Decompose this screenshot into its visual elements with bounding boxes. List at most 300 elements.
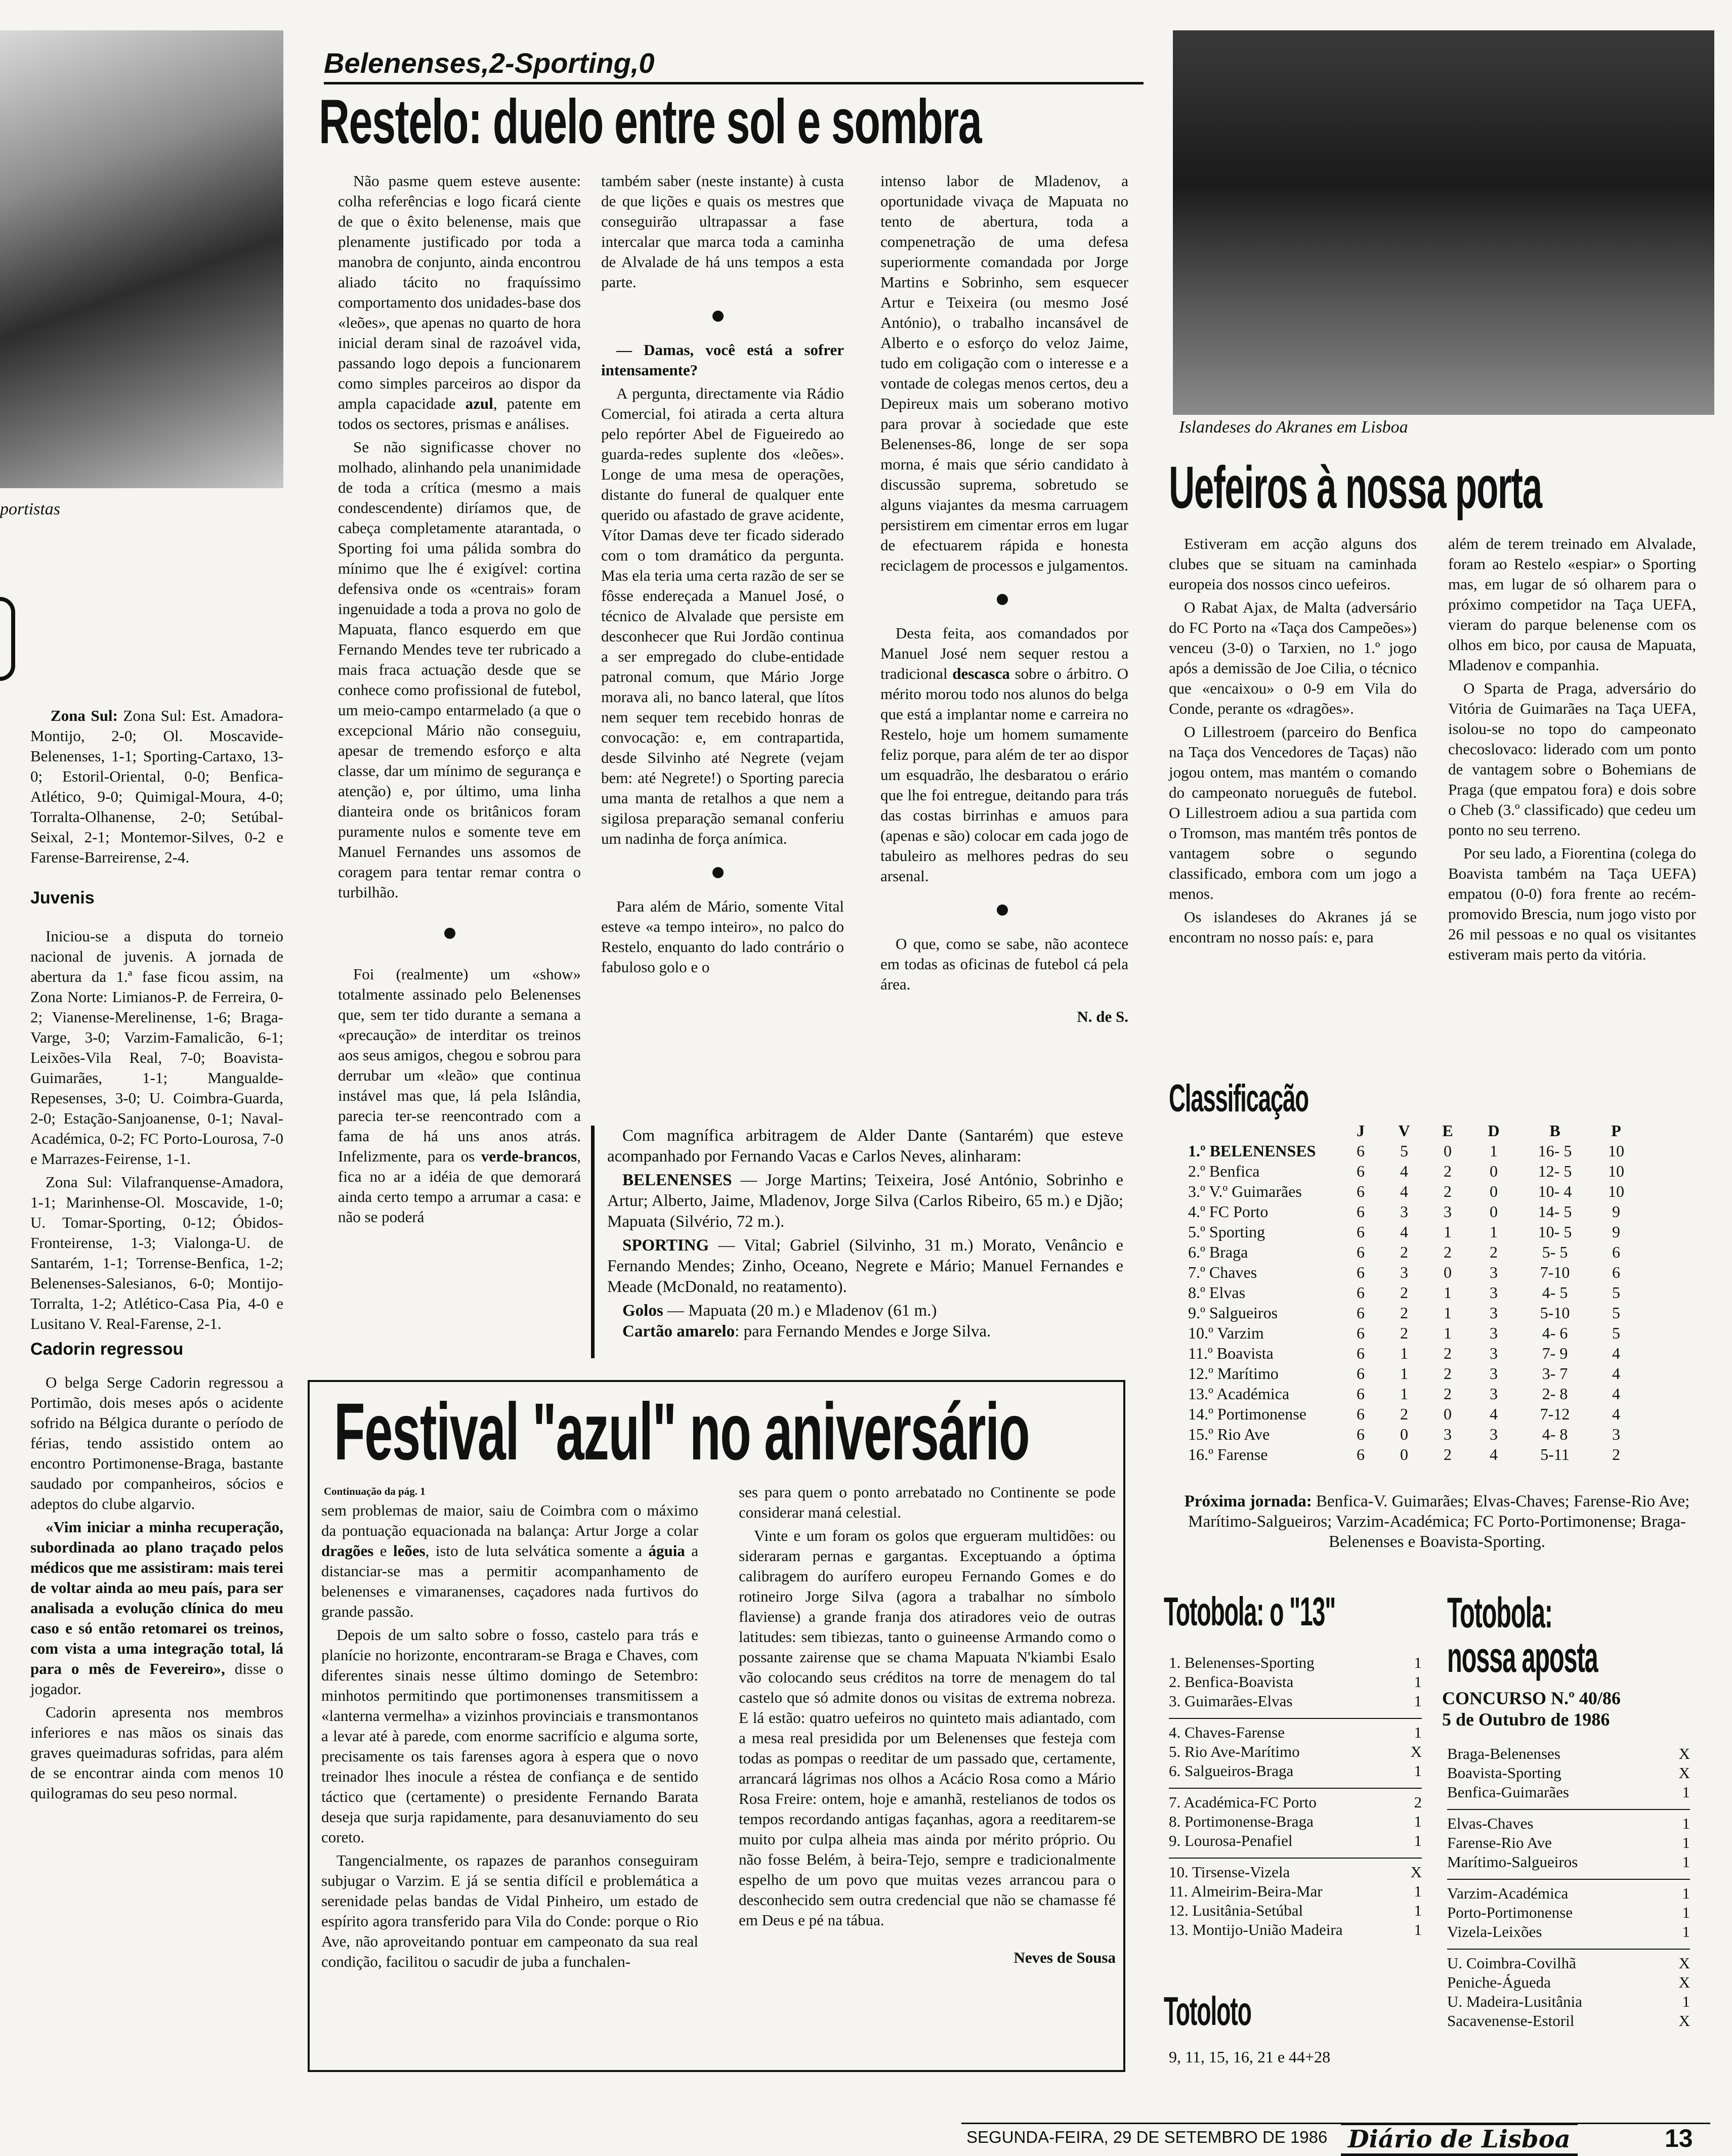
pick-result: 1 <box>1682 1904 1690 1921</box>
footer-paper-name: Diário de Lisboa <box>1341 2123 1578 2156</box>
lineup-belenenses-text: — Jorge Martins; Teixeira, José António, Sobrinho e Artur; Alberto, Jaime, Mladenov, Jorge Silva (Carlos Ribeiro, 65 m.) e Djão; Mapuata (Silvério, 72 m.). <box>607 1171 1128 1231</box>
pick-match: Boavista-Sporting <box>1447 1764 1561 1782</box>
pick-result: X <box>1678 1764 1690 1782</box>
standings-cell: 10 <box>1608 1142 1624 1160</box>
standings-cell: 3 <box>1490 1283 1498 1302</box>
pick-row <box>1169 1723 1422 1742</box>
standings-team: 6.º Braga <box>1188 1243 1248 1261</box>
cadorin-quote: «Vim iniciar a minha recuperação, subordinada ao plano traçado pelos médicos que me assistiram: mais terei de voltar ainda ao meu país, para ser analisada a evolução clínica do meu caso e só então retomarei os treinos, com vista a uma integração total, lá para o mês de Fevereiro», <box>30 1518 287 1677</box>
lineup-belenenses <box>607 1170 1128 1232</box>
concurso: CONCURSO N.º 40/86 <box>1442 1688 1621 1708</box>
zona-sul-1-text: Zona Sul: Est. Amadora-Montijo, 2-0; Ol. Moscavide-Belenenses, 1-1; Sporting-Cartaxo, 13-0; Estoril-Oriental, 0-0; Benfica-Atlético, 9-0; Quimigal-Moura, 4-0; Torralta-Olhanense, 2-0; Setúbal-Seixal, 2-1; Montemor-Silves, 0-2 e Farense-Barreirense, 2-4. <box>30 707 287 866</box>
uefeiros-col-1 <box>1169 534 1421 951</box>
totobola13-list <box>1169 1653 1422 1939</box>
standings-row <box>1184 1303 1640 1323</box>
standings-cell: 1 <box>1490 1223 1498 1241</box>
standings-cell: 2 <box>1490 1243 1498 1261</box>
standings-cell: 3 <box>1490 1425 1498 1443</box>
pick-match: U. Coimbra-Covilhã <box>1447 1954 1576 1972</box>
pick-match: Varzim-Académica <box>1447 1884 1569 1902</box>
akranes-photo <box>1173 30 1714 415</box>
pick-result: X <box>1678 1973 1690 1991</box>
pick-result: 1 <box>1414 1882 1422 1900</box>
festival-a1-end: a distanciar-se mas a permitir acompanhamento de belenenses e vimaranenses, caçadores nada furtivos do grande passão. <box>321 1542 702 1620</box>
cadorin-title: Cadorin regressou <box>30 1340 184 1359</box>
standings-cell: 7-12 <box>1540 1405 1570 1423</box>
standings-cell: 5 <box>1612 1304 1620 1322</box>
standings-cell: 6 <box>1612 1243 1620 1261</box>
separator-dot <box>997 904 1008 916</box>
standings-cell: 10- 4 <box>1538 1182 1572 1200</box>
main-c3-p1: intenso labor de Mladenov, a oportunidade vivaça de Mapuata no tento de abertura, toda a compenetração de uma defesa superiormente comandada por Jorge Martins e Sobrinho, sem esquecer Artur e Teixeira (ou mesmo José António), o trabalho incansável de Alberto e o esforço do veloz Jaime, tudo em coligação com o interesse e a vontade de colegas menos certos, deu a Depireux mais um soberano motivo para provar à sociedade que este Belenenses-86, longe de ser sopa morna, é mais que sério candidato à discussão suprema, sobretudo se alguns viajantes da mesma carruagem persistirem em cimentar erros em lugar de efectuarem rápida e honesta reciclagem de processos e julgamentos. <box>880 172 1132 574</box>
list-divider <box>1447 1949 1690 1950</box>
festival-a1-mid: e <box>373 1542 393 1560</box>
standings-cell: 1 <box>1444 1304 1452 1322</box>
standings-cell: 2 <box>1612 1445 1620 1463</box>
pick-match: Sacavenense-Estoril <box>1447 2012 1575 2030</box>
standings-cell: 3 <box>1490 1304 1498 1322</box>
pick-result: 1 <box>1414 1654 1422 1671</box>
standings-cell: 6 <box>1357 1344 1365 1362</box>
festival-a1-mid-2: , isto de luta selvática somente a <box>425 1542 649 1560</box>
standings-row <box>1184 1444 1640 1464</box>
standings-cell: 6 <box>1357 1182 1365 1200</box>
standings-team: 7.º Chaves <box>1188 1263 1257 1281</box>
standings-row <box>1184 1404 1640 1424</box>
standings-cell: 6 <box>1357 1142 1365 1160</box>
pick-row <box>1447 1884 1690 1903</box>
main-byline: N. de S. <box>1077 1008 1128 1025</box>
standings-cell: 2 <box>1444 1162 1452 1180</box>
standings-cell: 6 <box>1357 1243 1365 1261</box>
uefeiros-r1-p1: Estiveram em acção alguns dos clubes que se situam na caminhada europeia dos nossos cinco uefeiros. <box>1169 535 1421 593</box>
main-c3-p2-end: sobre o árbitro. O mérito morou todo nos alunos do belga que está a implantar nome e carreira no Restelo, hoje um homem sumamente feliz porque, para além de ter ao dispor um esquadrão, lhe desbaratou o erário que lhe foi entregue, deitando para trás das costas birrinhas e amuos para (apenas e são) colocar em cada jogo de tabuleiro as melhores pedras do seu arsenal. <box>880 665 1132 885</box>
uefeiros-col-2 <box>1448 534 1700 968</box>
pick-row <box>1447 1763 1690 1783</box>
standings-cell: 0 <box>1400 1425 1408 1443</box>
pick-result: 1 <box>1414 1902 1422 1919</box>
main-col-2 <box>601 171 848 980</box>
standings-team: 5.º Sporting <box>1188 1223 1265 1241</box>
standings-cell: 2 <box>1444 1344 1452 1362</box>
pick-match: 11. Almeirim-Beira-Mar <box>1169 1882 1323 1900</box>
standings-cell: 4- 5 <box>1542 1283 1568 1302</box>
left-photo-caption: portistas <box>0 500 61 519</box>
main-c2-p1: também saber (neste instante) à custa de que lições e quais os mestres que conseguirão ultrapassar a fase intercalar que marca toda a caminha de Alvalade de há uns tempos a esta parte. <box>601 172 848 291</box>
uefeiros-r2-p1: além de terem treinado em Alvalade, foram ao Restelo «espiar» o Sporting mas, em lugar de só olharem para o próximo competidor na Taça UEFA, vieram do parque belenense com os olhos em bico, por causa de Mapuata, Mladenov e companhia. <box>1448 535 1700 674</box>
festival-col-1 <box>321 1500 702 1975</box>
proxima-jornada-text <box>1179 1491 1695 1552</box>
proxima-text: Benfica-V. Guimarães; Elvas-Chaves; Farense-Rio Ave; Marítimo-Salgueiros; Varzim-Académica; FC Porto-Portimonense; Braga-Belenenses e Boavista-Sporting. <box>1188 1492 1694 1551</box>
header-col: B <box>1549 1122 1560 1140</box>
pick-row <box>1447 1783 1690 1802</box>
pick-row <box>1169 1863 1422 1882</box>
pick-match: 4. Chaves-Farense <box>1169 1723 1285 1741</box>
main-c1-p3-text: Foi (realmente) um «show» totalmente assinado pelo Belenenses que, sem ter tido durante a semana a «precaução» de interditar os treinos aos seus amigos, chegou e sobrou para derrubar um «leão» que continua instável mas que, lá pela Islândia, parecia ter-se reencontrado com a fama de há uns anos atrás. Infelizmente, para os <box>338 965 585 1165</box>
standings-cell: 6 <box>1357 1364 1365 1383</box>
standings-cell: 16- 5 <box>1538 1142 1572 1160</box>
standings-cell: 3 <box>1612 1425 1620 1443</box>
festival-continuation: Continuação da pág. 1 <box>324 1485 426 1497</box>
main-c3-p2 <box>880 623 1132 886</box>
pick-match: 6. Salgueiros-Braga <box>1169 1762 1294 1780</box>
left-football-photo <box>0 30 283 488</box>
standings-cell: 2 <box>1444 1364 1452 1383</box>
pick-result: 1 <box>1682 1923 1690 1941</box>
standings-cell: 0 <box>1444 1263 1452 1281</box>
separator-dot <box>712 867 724 878</box>
standings-header <box>1184 1120 1640 1141</box>
footer-date: SEGUNDA-FEIRA, 29 DE SETEMBRO DE 1986 <box>966 2128 1328 2146</box>
standings-cell: 5-11 <box>1540 1445 1570 1463</box>
standings-team: 11.º Boavista <box>1188 1344 1274 1362</box>
festival-a1-bold-2: leões <box>393 1542 426 1560</box>
standings-team: 15.º Rio Ave <box>1188 1425 1270 1443</box>
proxima-label: Próxima jornada: <box>1184 1492 1312 1511</box>
standings-cell: 3 <box>1444 1202 1452 1221</box>
pick-result: 1 <box>1414 1762 1422 1780</box>
standings-cell: 10 <box>1608 1182 1624 1200</box>
aposta-title-1: Totobola: <box>1447 1589 1552 1636</box>
standings-cell: 0 <box>1444 1405 1452 1423</box>
standings-row <box>1184 1363 1640 1384</box>
standings-team: 4.º FC Porto <box>1188 1202 1269 1221</box>
pick-match: 3. Guimarães-Elvas <box>1169 1692 1293 1710</box>
standings-cell: 9 <box>1612 1202 1620 1221</box>
standings-cell: 0 <box>1490 1202 1498 1221</box>
standings-cell: 10 <box>1608 1162 1624 1180</box>
lineup-golos-text: — Mapuata (20 m.) e Mladenov (61 m.) <box>663 1302 937 1320</box>
main-c3-p2-text: Desta feita, aos comandados por Manuel José nem sequer restou a tradicional <box>880 624 1132 682</box>
pick-result: 1 <box>1414 1921 1422 1938</box>
standings-team: 3.º V.º Guimarães <box>1188 1182 1302 1200</box>
standings-cell: 2 <box>1400 1243 1408 1261</box>
main-c1-p1 <box>338 171 585 434</box>
pick-match: U. Madeira-Lusitânia <box>1447 1993 1582 2010</box>
main-col-3 <box>880 171 1132 1027</box>
pick-row <box>1447 1992 1690 2011</box>
standings-cell: 0 <box>1444 1142 1452 1160</box>
concurso-date: 5 de Outubro de 1986 <box>1442 1709 1610 1730</box>
festival-a2-p2: Vinte e um foram os golos que ergueram multidões: ou sideraram pernas e gargantas. Exceptuando a óptima calibragem do aurífero europeu Fernando Gomes e do rotineiro Jorge Silva (agora a trabalhar no símbolo flaviense) a grande franja dos atiradores veio de outras latitudes: sem tibiezas, tanto o guineense Armando como o possante zairense que se chama Mapuata N'kiambi Esalo vão colocando seus créditos na torre de menagem do tal castelo que só admite donos ou visitas de extrema nobreza. E lá estão: quatro uefeiros no quinteto mais adiantado, com a mesa real presidida por um Belenenses que festeja com todas as pompas o reeditar de um passado que, certamente, arrancará lágrimas nos olhos a Acácio Rosa como a Mário Rosa Freire: ontem, hoje e amanhã, restelianos de todos os tempos recordando antigas façanhas, agora a reeditarem-se muito por culpa alheia mas ainda por mérito próprio. Ou não fosse Belém, à beira-Tejo, sempre e tradicionalmente espelho de um povo que muitas vezes arrancou para o desconhecido sem outra credencial que não se chamasse fé em Deus e pé na tábua. <box>739 1527 1120 1929</box>
header-col: E <box>1442 1122 1453 1140</box>
totobola13-title: Totobola: o "13" <box>1164 1589 1336 1634</box>
standings-cell: 9 <box>1612 1223 1620 1241</box>
pick-row <box>1169 1901 1422 1920</box>
pick-result: 1 <box>1414 1813 1422 1830</box>
standings-cell: 6 <box>1357 1304 1365 1322</box>
pick-result: 1 <box>1414 1673 1422 1691</box>
main-c2-p3: Para além de Mário, somente Vital esteve «a tempo inteiro», no palco do Restelo, enquanto do lado contrário o fabuloso golo e o <box>601 897 848 976</box>
uefeiros-r1-p3: O Lillestroem (parceiro do Benfica na Taça dos Vencedores de Taças) não jogou ontem, mas mantém o comando do campeonato norueguês de futebol. O Lillestroem adiou a sua partida com o Tromson, mas mantém três pontos de vantagem sobre o segundo classificado, embora com um jogo a menos. <box>1169 723 1421 902</box>
standings-row <box>1184 1384 1640 1404</box>
cadorin-p3: Cadorin apresenta nos membros inferiores e nas mãos os sinais das graves queimaduras sofridas, para além de se encontrar ainda com menos 10 quilogramas do seu peso normal. <box>30 1703 287 1802</box>
uefeiros-r2-p2: O Sparta de Praga, adversário do Vitória de Guimarães na Taça UEFA, isolou-se no topo do campeonato checoslovaco: liderado com um ponto de vantagem sobre o Bohemians de Praga (que empatou fora) e dois sobre o Cheb (3.º classificado) que cedeu um ponto no seu terreno. <box>1448 679 1700 839</box>
pick-result: 1 <box>1414 1692 1422 1710</box>
pick-row <box>1447 2011 1690 2031</box>
standings-cell: 4- 8 <box>1542 1425 1568 1443</box>
main-c2-question: — Damas, você está a sofrer intensamente? <box>601 341 848 379</box>
footer-rule <box>961 2123 1710 2124</box>
standings-cell: 1 <box>1444 1223 1452 1241</box>
festival-a1-p1 <box>321 1500 702 1622</box>
standings-cell: 3- 7 <box>1542 1364 1568 1383</box>
standings-row <box>1184 1201 1640 1222</box>
lineup-box <box>607 1126 1128 1345</box>
pick-row <box>1169 1761 1422 1781</box>
totoloto-numbers: 9, 11, 15, 16, 21 e 44+28 <box>1169 2048 1331 2066</box>
main-c1-p3-end: , fica no ar a idéia de que demorará ainda certo tempo a arrumar a casa: e não se poderá <box>338 1147 585 1226</box>
edge-fragment <box>0 597 15 681</box>
lineup-cartao <box>607 1321 1123 1342</box>
pick-row <box>1447 1954 1690 1973</box>
uefeiros-headline: Uefeiros à nossa porta <box>1169 454 1542 521</box>
pick-result: 1 <box>1682 1853 1690 1871</box>
list-divider <box>1169 1858 1422 1859</box>
standings-cell: 2 <box>1400 1304 1408 1322</box>
standings-cell: 5- 5 <box>1542 1243 1568 1261</box>
standings-row <box>1184 1323 1640 1343</box>
standings-cell: 1 <box>1400 1344 1408 1362</box>
standings-cell: 2 <box>1400 1324 1408 1342</box>
pick-match: Benfica-Guimarães <box>1447 1783 1569 1801</box>
pick-row <box>1447 1903 1690 1922</box>
standings-cell: 3 <box>1490 1364 1498 1383</box>
pick-row <box>1169 1920 1422 1939</box>
pick-result: X <box>1678 2012 1690 2030</box>
standings-cell: 6 <box>1357 1283 1365 1302</box>
main-c1-p1-end: , patente em todos os sectores, prismas e análises. <box>338 395 585 433</box>
festival-a1-bold-3: águia <box>648 1542 685 1560</box>
standings-cell: 6 <box>1357 1385 1365 1403</box>
festival-a1-p3: Tangencialmente, os rapazes de paranhos conseguiram subjugar o Varzim. E já se sentia difícil e problemática a serenidade pelas bandas de Vidal Pinheiro, um estado de espírito agora transferido para Vila do Conde: porque o Rio Ave, não aproveitando pontuar em campeonato da sua real condição, facilitou o sacudir de juba a funchalen- <box>321 1851 702 1970</box>
standings-cell: 1 <box>1444 1283 1452 1302</box>
lineup-intro: Com magnífica arbitragem de Alder Dante (Santarém) que esteve acompanhado por Fernando Vacas e Carlos Neves, alinharam: <box>607 1127 1128 1166</box>
pick-match: Elvas-Chaves <box>1447 1815 1534 1832</box>
standings-row <box>1184 1282 1640 1303</box>
standings-cell: 4 <box>1490 1445 1498 1463</box>
standings-cell: 2 <box>1444 1182 1452 1200</box>
uefeiros-r1-p4: Os islandeses do Akranes já se encontram no nosso país: e, para <box>1169 908 1421 946</box>
standings-cell: 0 <box>1490 1162 1498 1180</box>
standings-cell: 4 <box>1400 1162 1408 1180</box>
pick-match: Porto-Portimonense <box>1447 1904 1573 1921</box>
standings-cell: 5-10 <box>1540 1304 1570 1322</box>
standings-cell: 6 <box>1357 1425 1365 1443</box>
standings-cell: 0 <box>1490 1182 1498 1200</box>
standings-cell: 4 <box>1612 1405 1620 1423</box>
list-divider <box>1169 1788 1422 1789</box>
kicker-rule <box>324 82 1144 84</box>
lineup-box-rule <box>591 1126 595 1358</box>
standings-cell: 4 <box>1490 1405 1498 1423</box>
standings-cell: 3 <box>1444 1425 1452 1443</box>
standings-row <box>1184 1424 1640 1444</box>
lineup-golos-label: Golos <box>622 1302 663 1320</box>
standings-row <box>1184 1141 1640 1161</box>
lineup-golos <box>607 1301 1123 1321</box>
standings-row <box>1184 1242 1640 1262</box>
standings-cell: 5 <box>1400 1142 1408 1160</box>
festival-byline: Neves de Sousa <box>1013 1949 1116 1966</box>
pick-match: 9. Lourosa-Penafiel <box>1169 1832 1293 1849</box>
pick-row <box>1169 1672 1422 1692</box>
pick-row <box>1169 1812 1422 1831</box>
standings-cell: 1 <box>1444 1324 1452 1342</box>
lineup-sporting-label: SPORTING <box>622 1236 709 1255</box>
pick-result: 1 <box>1682 1815 1690 1832</box>
main-c3-p3: O que, como se sabe, não acontece em todas as oficinas de futebol cá pela área. <box>880 935 1132 993</box>
header-col: V <box>1398 1122 1410 1140</box>
akranes-photo-caption: Islandeses do Akranes em Lisboa <box>1179 418 1408 437</box>
standings-cell: 6 <box>1357 1162 1365 1180</box>
standings-cell: 6 <box>1357 1223 1365 1241</box>
pick-match: Farense-Rio Ave <box>1447 1834 1552 1851</box>
pick-row <box>1169 1831 1422 1850</box>
standings-cell: 4 <box>1400 1182 1408 1200</box>
standings-cell: 4 <box>1612 1364 1620 1383</box>
pick-result: X <box>1410 1743 1422 1760</box>
standings-cell: 5 <box>1612 1324 1620 1342</box>
pick-match: 2. Benfica-Boavista <box>1169 1673 1294 1691</box>
header-col: P <box>1611 1122 1621 1140</box>
main-col-1 <box>338 171 585 1230</box>
main-c1-p2: Se não significasse chover no molhado, alinhando pela unanimidade de toda a crítica (mesmo a mais condescendente) diríamos que, de cabeça completamente atarantada, o Sporting foi uma pálida sombra do mínimo que lhe é exigível: cortina defensiva onde os «centrais» foram ingenuidade a toda a prova no golo de Mapuata, flanco esquerdo em que Fernando Mendes teve ter rubricado a mais fraca actuação desde que se conhece como profissional de futebol, um meio-campo entarmelado (a que o excepcional Mário não conseguiu, apesar de tremendo esforço e alta classe, dar um mínimo de segurança e atenção) e, por último, uma linha dianteira onde os britânicos foram puramente nulos e somente teve em Manuel Fernandes uns assomos de coragem para tentar remar contra o turbilhão. <box>338 438 585 901</box>
separator-dot <box>444 928 455 939</box>
standings-cell: 1 <box>1400 1364 1408 1383</box>
aposta-title-2: nossa aposta <box>1447 1633 1598 1681</box>
pick-row <box>1447 1814 1690 1833</box>
header-col: J <box>1357 1122 1365 1140</box>
pick-row <box>1447 1744 1690 1763</box>
standings-cell: 4 <box>1400 1223 1408 1241</box>
pick-row <box>1447 1973 1690 1992</box>
standings-cell: 2 <box>1400 1283 1408 1302</box>
standings-cell: 6 <box>1357 1445 1365 1463</box>
cadorin-quote-end: disse o jogador. <box>30 1660 287 1698</box>
pick-match: 8. Portimonense-Braga <box>1169 1813 1314 1830</box>
festival-col-2 <box>739 1482 1120 1968</box>
standings-cell: 4 <box>1612 1344 1620 1362</box>
classificacao-title: Classificação <box>1169 1077 1308 1120</box>
standings-team: 14.º Portimonense <box>1188 1405 1306 1423</box>
standings-cell: 3 <box>1490 1385 1498 1403</box>
pick-match: 1. Belenenses-Sporting <box>1169 1654 1315 1671</box>
standings-cell: 14- 5 <box>1538 1202 1572 1221</box>
pick-match: Braga-Belenenses <box>1447 1745 1560 1762</box>
lineup-sporting-text: — Vital; Gabriel (Silvinho, 31 m.) Morato, Venâncio e Fernando Mendes; Zinho, Oceano, Negrete e Mário; Manuel Fernandes e Meade (McDonald, no reatamento). <box>607 1236 1128 1296</box>
standings-cell: 7-10 <box>1540 1263 1570 1281</box>
pick-row <box>1169 1793 1422 1812</box>
left-column <box>30 706 287 1806</box>
main-c1-p3 <box>338 964 585 1227</box>
pick-result: 1 <box>1682 1783 1690 1801</box>
standings-team: 16.º Farense <box>1188 1445 1268 1463</box>
festival-a2-p1: ses para quem o ponto arrebatado no Continente se pode considerar maná celestial. <box>739 1483 1120 1521</box>
standings-cell: 2 <box>1444 1243 1452 1261</box>
standings-cell: 10- 5 <box>1538 1223 1572 1241</box>
standings-cell: 2 <box>1400 1405 1408 1423</box>
cadorin-p2 <box>30 1517 287 1699</box>
pick-row <box>1169 1653 1422 1672</box>
pick-result: 1 <box>1682 1993 1690 2010</box>
zona-sul-2-text: Zona Sul: Vilafranquense-Amadora, 1-1; Marinhense-Ol. Moscavide, 1-0; U. Tomar-Sporting, 0-12; Óbidos-Fronteirense, 1-3; Vialonga-U. de Santarém, 1-1; Torrense-Benfica, 1-2; Belenenses-Salesianos, 6-0; Montijo-Torralta, 1-2; Atlético-Casa Pia, 4-0 e Lusitano V. Real-Farense, 2-1. <box>30 1173 287 1332</box>
main-c1-p3-bold: verde-brancos <box>481 1147 577 1165</box>
totoloto-title: Totoloto <box>1164 1989 1251 2034</box>
pick-row <box>1169 1692 1422 1711</box>
list-divider <box>1169 1718 1422 1719</box>
cadorin-p1: O belga Serge Cadorin regressou a Portimão, dois meses após o acidente sofrido na Bélgica durante o período de férias, tendo assistido ontem ao encontro Portimonense-Braga, bastante saudado por companheiros, sócios e adeptos do clube algarvio. <box>30 1373 287 1513</box>
standings-cell: 6 <box>1357 1263 1365 1281</box>
uefeiros-r2-p3: Por seu lado, a Fiorentina (colega do Boavista também na Taça UEFA) empatou (0-0) fora frente ao recém-promovido Brescia, num jogo visto por 26 mil pessoas e no qual os visitantes estiveram mais perto da vitória. <box>1448 844 1700 963</box>
main-headline: Restelo: duelo entre sol e sombra <box>319 87 982 157</box>
festival-headline: Festival "azul" no aniversário <box>334 1386 1030 1477</box>
pick-row <box>1447 1852 1690 1872</box>
standings-team: 13.º Académica <box>1188 1385 1290 1403</box>
pick-result: X <box>1410 1863 1422 1881</box>
lineup-belenenses-label: BELENENSES <box>622 1171 732 1189</box>
festival-a1-p2: Depois de um salto sobre o fosso, castelo para trás e planície no horizonte, encontraram-se Braga e Chaves, com diferentes sinais nesse último domingo de Setembro: minhotos permitindo que portimonenses transmitissem a «lanterna vermelha» a vizinhos provinciais e transmontanos a levar até à parede, com enorme sacrifício e alguma sorte, precisamente os tais farenses agora à espera que o novo treinador lhes inocule a réstea de confiança e de sentido táctico que (certamente) o presidente Fernando Barata deseja que surja rapidamente, para desanuviamento do seu coreto. <box>321 1626 702 1846</box>
pick-row <box>1169 1742 1422 1761</box>
standings-row <box>1184 1343 1640 1363</box>
pick-result: 1 <box>1682 1884 1690 1902</box>
standings-cell: 6 <box>1612 1263 1620 1281</box>
pick-match: 7. Académica-FC Porto <box>1169 1793 1317 1811</box>
standings-cell: 6 <box>1357 1405 1365 1423</box>
separator-dot <box>712 311 724 322</box>
standings-cell: 3 <box>1400 1202 1408 1221</box>
proxima-jornada <box>1179 1491 1695 1555</box>
standings-row <box>1184 1262 1640 1282</box>
standings-cell: 4 <box>1612 1385 1620 1403</box>
lineup-cartao-label: Cartão amarelo <box>622 1322 735 1341</box>
pick-match: 5. Rio Ave-Marítimo <box>1169 1743 1300 1760</box>
standings-team: 8.º Elvas <box>1188 1283 1246 1302</box>
pick-match: Marítimo-Salgueiros <box>1447 1853 1578 1871</box>
standings-cell: 4- 6 <box>1542 1324 1568 1342</box>
list-divider <box>1447 1809 1690 1810</box>
standings-cell: 3 <box>1490 1263 1498 1281</box>
standings-cell: 1 <box>1400 1385 1408 1403</box>
pick-result: 1 <box>1682 1834 1690 1851</box>
standings-cell: 2 <box>1444 1385 1452 1403</box>
standings-team: 9.º Salgueiros <box>1188 1304 1278 1322</box>
main-c2-p2: A pergunta, directamente via Rádio Comercial, foi atirada a certa altura pelo repórter Abel de Figueiredo ao guarda-redes suplente dos «leões». Longe de uma mesa de operações, distante do funeral de qualquer ente querido ou afastado de grave acidente, Vítor Damas deve ter ficado siderado com o tom dramático da pergunta. Mas ela teria uma certa razão de ser se fôsse endereçada a Manuel José, o técnico de Alvalade que persiste em desconhecer que Rui Jordão continua a ser empregado do clube-entidade patronal comum, que Mário Jorge morava ali, no banco lateral, que lítos nem sequer tem recebido honras de convocação: e, em contrapartida, desde Silvinho até Negrete (vejam bem: até Negrete!) o Sporting parecia uma manta de retalhos a que nem a sigilosa preparação semanal conferiu um nadinha de força anímica. <box>601 384 848 847</box>
header-col: D <box>1488 1122 1500 1140</box>
standings-cell: 3 <box>1490 1344 1498 1362</box>
standings-cell: 2 <box>1444 1445 1452 1463</box>
zona-sul-results <box>30 706 287 868</box>
pick-match: 12. Lusitânia-Setúbal <box>1169 1902 1303 1919</box>
standings-team: 12.º Marítimo <box>1188 1364 1279 1383</box>
zona-sul-label: Zona Sul: <box>51 707 118 724</box>
page-number: 13 <box>1665 2124 1693 2152</box>
standings-cell: 6 <box>1357 1202 1365 1221</box>
pick-result: 2 <box>1414 1793 1422 1811</box>
lineup-sporting <box>607 1235 1128 1298</box>
festival-a1-text: sem problemas de maior, saiu de Coimbra com o máximo da pontuação equacionada na balança: Artur Jorge a colar <box>321 1501 702 1539</box>
pick-match: 13. Montijo-União Madeira <box>1169 1921 1343 1938</box>
standings-row <box>1184 1222 1640 1242</box>
standings-cell: 3 <box>1490 1324 1498 1342</box>
pick-result: X <box>1678 1954 1690 1972</box>
standings-cell: 6 <box>1357 1324 1365 1342</box>
standings-cell: 2- 8 <box>1542 1385 1568 1403</box>
pick-result: 1 <box>1414 1832 1422 1849</box>
standings-row <box>1184 1181 1640 1201</box>
standings-row <box>1184 1161 1640 1181</box>
standings-cell: 0 <box>1400 1445 1408 1463</box>
